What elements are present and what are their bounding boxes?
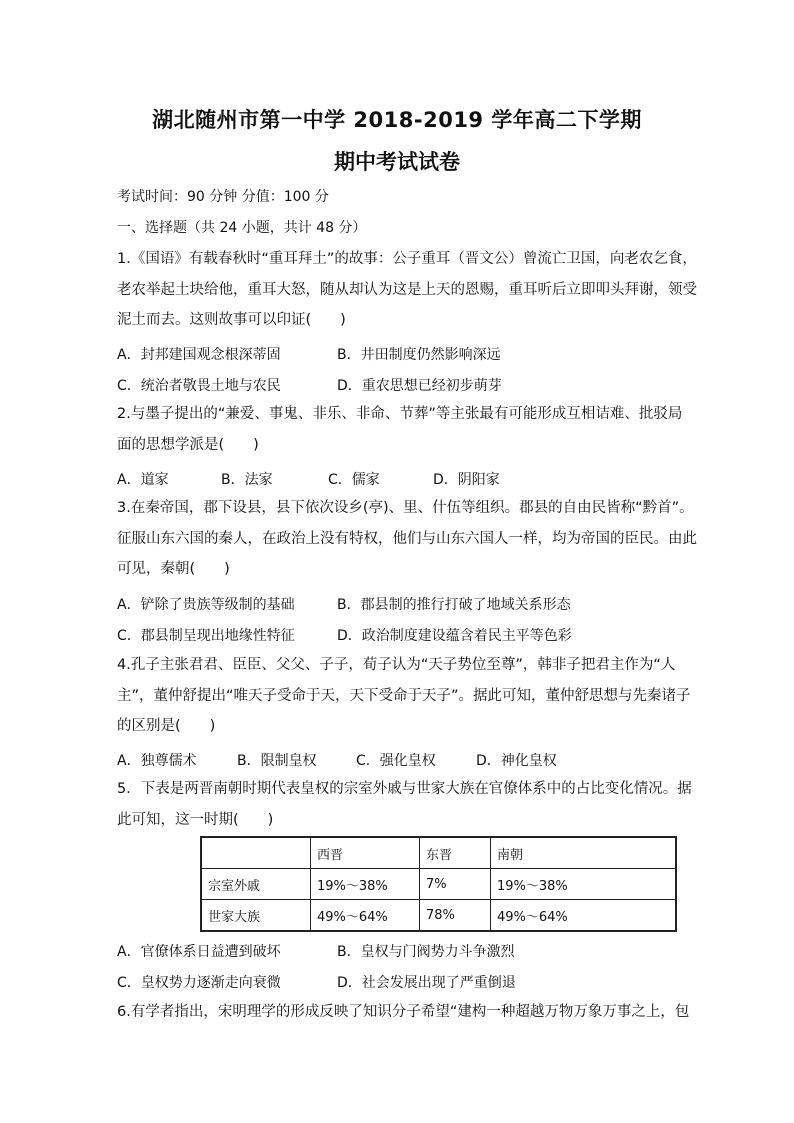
option-a[interactable]: A．封邦建国观念根深蒂固 bbox=[117, 347, 281, 363]
option-d[interactable]: D．重农思想已经初步萌芽 bbox=[337, 378, 502, 394]
question-4 bbox=[117, 650, 691, 742]
table-cell: 78% bbox=[420, 900, 491, 932]
question-text-line: 的区别是( ) bbox=[117, 718, 216, 734]
table-header-cell: 东晋 bbox=[420, 837, 491, 869]
exam-info: 考试时间：90 分钟 分值：100 分 bbox=[117, 189, 329, 205]
table-header-cell: 南朝 bbox=[491, 837, 677, 869]
question-text-line: 主”，董仲舒提出“唯天子受命于天，天下受命于天子”。据此可知，董仲舒思想与先秦诸子 bbox=[117, 687, 691, 704]
option-c[interactable]: C．儒家 bbox=[328, 472, 380, 488]
exam-subtitle: 期中考试试卷 bbox=[334, 150, 460, 174]
option-b[interactable]: B．法家 bbox=[221, 472, 273, 488]
table-cell: 19%～38% bbox=[311, 869, 420, 900]
question-text-line: 5．下表是两晋南朝时期代表皇权的宗室外戚与世家大族在官僚体系中的占比变化情况。据 bbox=[117, 781, 692, 797]
table-header-row bbox=[201, 837, 676, 869]
table-cell: 世家大族 bbox=[201, 900, 311, 932]
option-c[interactable]: C．郡县制呈现出地缘性特征 bbox=[117, 628, 295, 644]
option-d[interactable]: D．神化皇权 bbox=[476, 753, 557, 769]
table-cell: 49%～64% bbox=[311, 900, 420, 932]
question-text-line: 面的思想学派是( ) bbox=[117, 436, 259, 453]
option-d[interactable]: D．社会发展出现了严重倒退 bbox=[337, 975, 516, 991]
question-2 bbox=[117, 399, 683, 460]
option-b[interactable]: B．井田制度仍然影响深远 bbox=[337, 347, 501, 363]
question-text-line: 征服山东六国的秦人，在政治上没有特权，他们与山东六国人一样，均为帝国的臣民。由此 bbox=[117, 530, 697, 547]
data-table bbox=[200, 836, 677, 932]
option-d[interactable]: D．政治制度建设蕴含着民主平等色彩 bbox=[337, 628, 572, 644]
option-b[interactable]: B．限制皇权 bbox=[237, 753, 317, 769]
question-text-line: 1.《国语》有载春秋时“重耳拜土”的故事：公子重耳（晋文公）曾流亡卫国，向老农乞食， bbox=[117, 251, 697, 267]
question-text-line: 6.有学者指出，宋明理学的形成反映了知识分子希望“建构一种超越万物万象万事之上，包 bbox=[117, 1004, 690, 1020]
question-5 bbox=[117, 774, 692, 835]
table-cell: 49%～64% bbox=[491, 900, 677, 932]
table-header-cell bbox=[201, 837, 311, 869]
table-header-cell: 西晋 bbox=[311, 837, 420, 869]
option-b[interactable]: B．郡县制的推行打破了地域关系形态 bbox=[337, 597, 571, 613]
section-heading: 一、选择题（共 24 小题，共计 48 分） bbox=[117, 220, 367, 236]
question-text-line: 4.孔子主张君君、臣臣、父父、子子，荀子认为“天子势位至尊”，韩非子把君主作为“人 bbox=[117, 657, 676, 673]
option-d[interactable]: D．阴阳家 bbox=[433, 472, 500, 488]
exam-title: 湖北随州市第一中学 2018-2019 学年高二下学期 bbox=[152, 108, 642, 132]
question-text-line: 3.在秦帝国，郡下设县，县下依次设乡(亭)、里、什伍等组织。郡县的自由民皆称“黔首”。 bbox=[117, 500, 694, 516]
question-text-line: 泥土而去。这则故事可以印证( ) bbox=[117, 312, 346, 328]
option-a[interactable]: A．官僚体系日益遭到破坏 bbox=[117, 944, 281, 960]
table-row bbox=[201, 900, 676, 932]
table-cell: 宗室外戚 bbox=[201, 869, 311, 900]
table-cell: 7% bbox=[420, 869, 491, 900]
question-text-line: 可见，秦朝( ) bbox=[117, 561, 230, 577]
option-c[interactable]: C．皇权势力逐渐走向衰微 bbox=[117, 975, 281, 991]
option-b[interactable]: B．皇权与门阀势力斗争激烈 bbox=[337, 944, 515, 960]
option-c[interactable]: C．统治者敬畏土地与农民 bbox=[117, 378, 281, 394]
option-a[interactable]: A．铲除了贵族等级制的基础 bbox=[117, 597, 295, 613]
question-3 bbox=[117, 493, 697, 585]
question-text-line: 2.与墨子提出的“兼爱、事鬼、非乐、非命、节葬”等主张最有可能形成互相诘难、批驳局 bbox=[117, 406, 683, 422]
question-6 bbox=[117, 997, 690, 1028]
question-1 bbox=[117, 244, 697, 336]
option-a[interactable]: A．独尊儒术 bbox=[117, 753, 197, 769]
question-text-line: 此可知，这一时期( ) bbox=[117, 811, 274, 828]
option-a[interactable]: A．道家 bbox=[117, 472, 169, 488]
table-row bbox=[201, 869, 676, 900]
option-c[interactable]: C．强化皇权 bbox=[356, 753, 436, 769]
question-text-line: 老农举起土块给他，重耳大怒，随从却认为这是上天的恩赐，重耳听后立即叩头拜谢，领受 bbox=[117, 281, 697, 298]
table-cell: 19%～38% bbox=[491, 869, 677, 900]
